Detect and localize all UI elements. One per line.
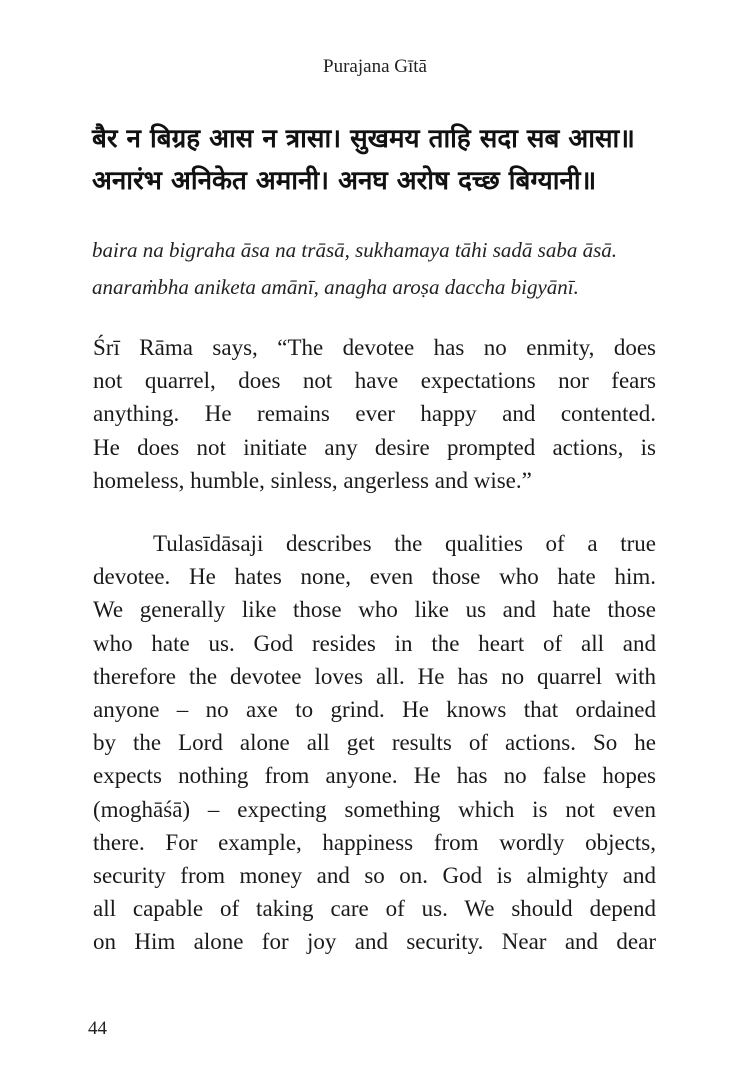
page-number: 44 bbox=[88, 1018, 107, 1039]
translation-line: not quarrel, does not have expectations nor fears bbox=[93, 368, 656, 394]
verse-transliteration bbox=[92, 232, 682, 306]
commentary-line: by the Lord alone all get results of actions. So he bbox=[93, 730, 656, 756]
commentary-line: We generally like those who like us and hate those bbox=[93, 597, 656, 623]
translation-paragraph bbox=[93, 331, 656, 497]
commentary-line: who hate us. God resides in the heart of all and bbox=[93, 630, 656, 656]
translation-line: He does not initiate any desire prompted actions, is bbox=[93, 434, 656, 460]
translation-line: anything. He remains ever happy and contented. bbox=[93, 401, 656, 427]
verse-devanagari bbox=[92, 118, 692, 202]
commentary-line: Tulasīdāsaji describes the qualities of a true bbox=[153, 531, 656, 556]
verse-devanagari-line-1: बैर न बिग्रह आस न त्रासा। सुखमय ताहि सदा सब आसा॥ bbox=[92, 124, 635, 154]
verse-transliteration-line-2: anaraṁbha aniketa amānī, anagha aroṣa daccha bigyānī. bbox=[92, 275, 579, 299]
running-header: Purajana Gītā bbox=[323, 56, 427, 77]
translation-line: homeless, humble, sinless, angerless and wise.” bbox=[93, 467, 532, 493]
commentary-line: anyone – no axe to grind. He knows that ordained bbox=[93, 697, 656, 723]
commentary-line: on Him alone for joy and security. Near and dear bbox=[93, 929, 656, 955]
verse-devanagari-line-2: अनारंभ अनिकेत अमानी। अनघ अरोष दच्छ बिग्यानी॥ bbox=[92, 166, 597, 196]
commentary-line: devotee. He hates none, even those who hate him. bbox=[93, 564, 656, 590]
commentary-line: all capable of taking care of us. We should depend bbox=[93, 896, 656, 922]
commentary-line: security from money and so on. God is almighty and bbox=[93, 863, 656, 889]
commentary-line: expects nothing from anyone. He has no false hopes bbox=[93, 763, 656, 789]
verse-transliteration-line-1: baira na bigraha āsa na trāsā, sukhamaya tāhi sadā saba āsā. bbox=[92, 238, 618, 262]
commentary-line: therefore the devotee loves all. He has no quarrel with bbox=[93, 663, 656, 689]
commentary-line: there. For example, happiness from wordly objects, bbox=[93, 829, 656, 855]
commentary-paragraph bbox=[93, 527, 656, 959]
commentary-line: (moghāśā) – expecting something which is not even bbox=[93, 796, 656, 822]
translation-line: Śrī Rāma says, “The devotee has no enmity, does bbox=[93, 335, 656, 360]
